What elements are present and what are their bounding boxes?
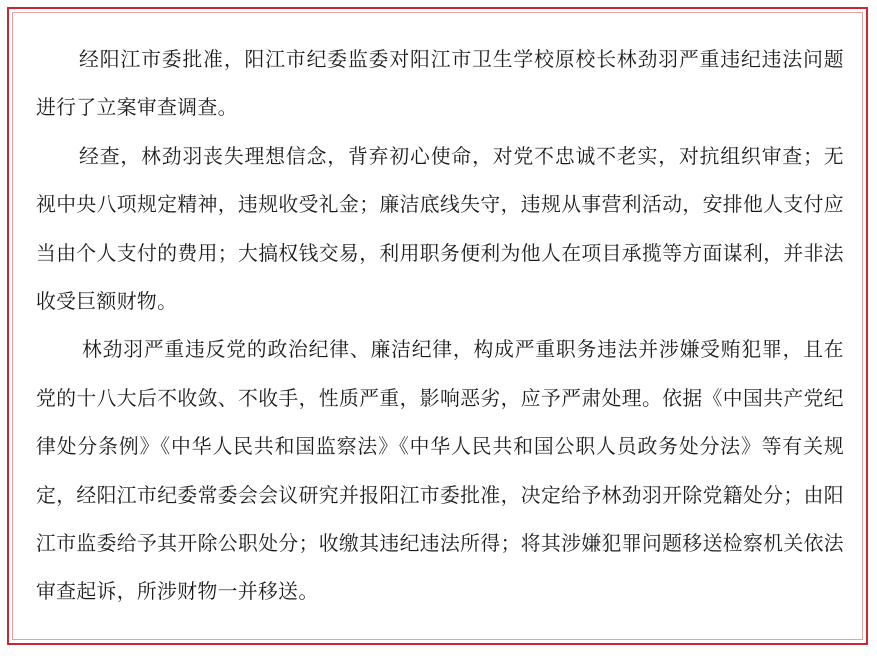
paragraph-approval: 经阳江市委批准，阳江市纪委监委对阳江市卫生学校原校长林劲羽严重违纪违法问题进行了立案审查调查。 — [36, 48, 844, 120]
paragraph-findings: 经查，林劲羽丧失理想信念，背弃初心使命，对党不忠诚不老实，对抗组织审查；无视中央八项规定精神，违规收受礼金；廉洁底线失守，违规从事营利活动，安排他人支付应当由个人支付的费用；大搞权钱交易，利用职务便利为他人在项目承揽等方面谋利，并非法收受巨额财物。 — [36, 144, 844, 314]
document-body — [36, 36, 844, 617]
paragraph-decision: 林劲羽严重违反党的政治纪律、廉洁纪律，构成严重职务违法并涉嫌受贿犯罪，且在党的十八大后不收敛、不收手，性质严重，影响恶劣，应予严肃处理。依据《中国共产党纪律处分条例》《中华人民共和国监察法》《中华人民共和国公职人员政务处分法》等有关规定，经阳江市纪委常委会会议研究并报阳江市委批准，决定给予林劲羽开除党籍处分；由阳江市监委给予其开除公职处分；收缴其违纪违法所得；将其涉嫌犯罪问题移送检察机关依法审查起诉，所涉财物一并移送。 — [36, 338, 844, 604]
